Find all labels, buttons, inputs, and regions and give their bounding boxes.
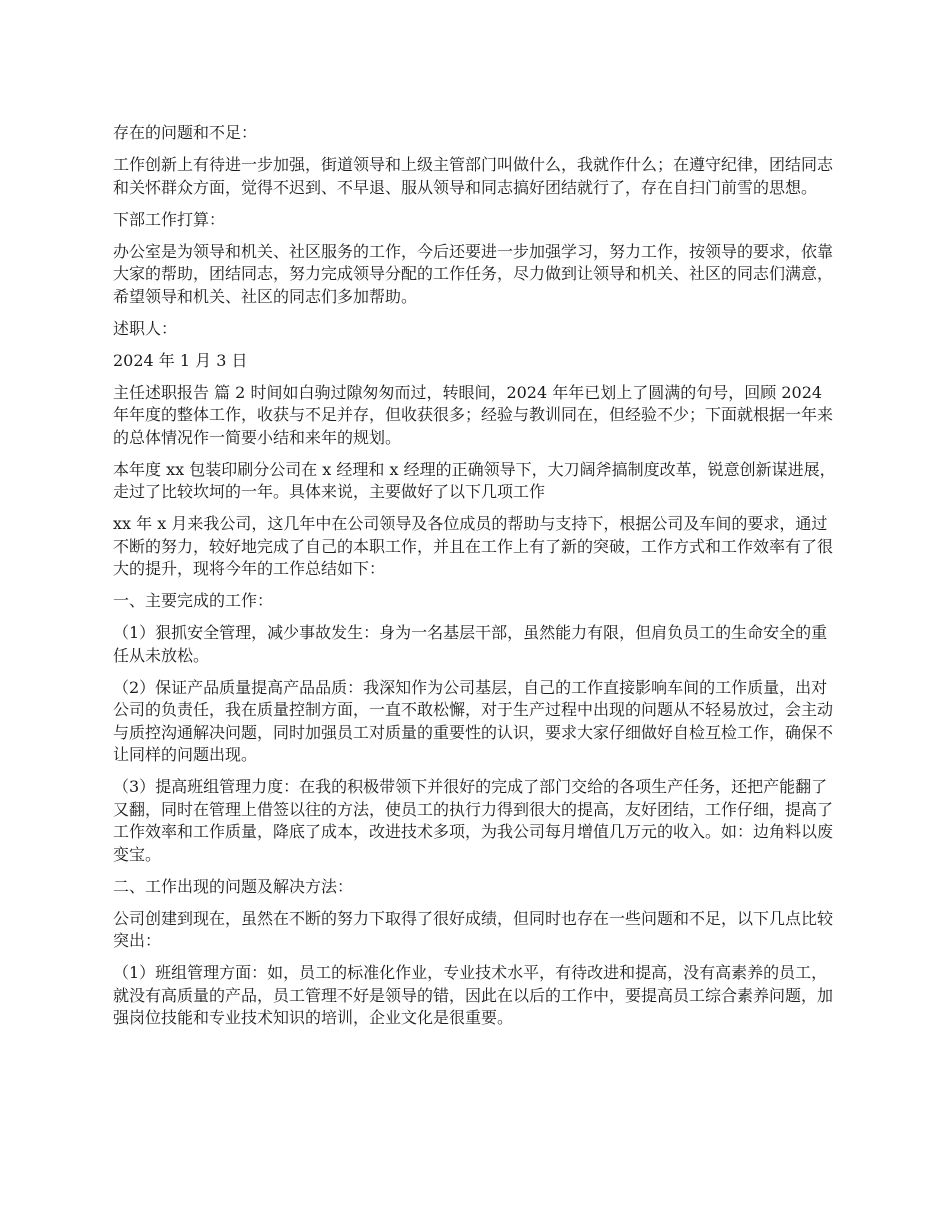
paragraph-plan-heading: 下部工作打算： xyxy=(113,209,226,229)
paragraph-plan-body: 办公室是为领导和机关、社区服务的工作，今后还要进一步加强学习，努力工作，按领导的要求，依靠大家的帮助，团结同志，努力完成领导分配的工作任务，尽力做到让领导和机关、社区的同志们满意，希望领导和机关、社区的同志们多加帮助。 xyxy=(113,241,834,306)
paragraph-problems-intro: 公司创建到现在，虽然在不断的努力下取得了很好成绩，但同时也存在一些问题和不足，以下几点比较突出： xyxy=(113,908,834,950)
paragraph-company-year: 本年度 xx 包装印刷分公司在 x 经理和 x 经理的正确领导下，大刀阔斧搞制度改革，锐意创新谋进展，走过了比较坎坷的一年。具体来说，主要做好了以下几项工作 xyxy=(113,459,836,501)
paragraph-item-safety: （1）狠抓安全管理，减少事故发生：身为一名基层干部，虽然能力有限，但肩负员工的生命安全的重任从未放松。 xyxy=(113,623,828,665)
paragraph-date: 2024 年 1 月 3 日 xyxy=(113,350,248,370)
paragraph-joined-company: xx 年 x 月来我公司，这几年中在公司领导及各位成员的帮助与支持下，根据公司及车间的要求，通过不断的努力，较好地完成了自己的本职工作，并且在工作上有了新的突破，工作方式和工作效率有了很大的提升，现将今年的工作总结如下： xyxy=(113,514,834,578)
paragraph-report2-intro: 主任述职报告 篇 2 时间如白驹过隙匆匆而过，转眼间，2024 年年已划上了圆满的句号，回顾 2024 年年度的整体工作，收获与不足并存，但收获很多；经验与教训同在，但经验不少；下面就根据一年来的总体情况作一简要小结和来年的规划。 xyxy=(113,382,834,447)
document-page xyxy=(113,122,840,1039)
paragraph-issues-heading: 存在的问题和不足： xyxy=(113,123,258,142)
paragraph-section-2-heading: 二、工作出现的问题及解决方法： xyxy=(113,876,354,896)
paragraph-item-team-management: （3）提高班组管理力度：在我的积极带领下并很好的完成了部门交给的各项生产任务，还把产能翻了又翻，同时在管理上借签以往的方法，使员工的执行力得到很大的提高，友好团结，工作仔细，提高了工作效率和工作质量，降底了成本，改进技术多项，为我公司每月增值几万元的收入。如：边角料以废变宝。 xyxy=(113,777,834,864)
paragraph-issues-body: 工作创新上有待进一步加强，街道领导和上级主管部门叫做什么，我就作什么；在遵守纪律，团结同志和关怀群众方面，觉得不迟到、不早退、服从领导和同志搞好团结就行了，存在自扫门前雪的思想。 xyxy=(113,155,834,197)
paragraph-item-quality: （2）保证产品质量提高产品品质：我深知作为公司基层，自己的工作直接影响车间的工作质量，出对公司的负责任，我在质量控制方面，一直不敢松懈，对于生产过程中出现的问题从不轻易放过，会主动与质控沟通解决问题，同时加强员工对质量的重要性的认识，要求大家仔细做好自检互检工作，确保不让同样的问题出现。 xyxy=(113,677,834,764)
paragraph-reporter: 述职人： xyxy=(113,318,178,338)
paragraph-section-1-heading: 一、主要完成的工作： xyxy=(113,591,274,610)
paragraph-problem-team: （1）班组管理方面：如，员工的标准化作业，专业技术水平，有待改进和提高，没有高素养的员工，就没有高质量的产品，员工管理不好是领导的错，因此在以后的工作中，要提高员工综合素养问题，加强岗位技能和专业技术知识的培训，企业文化是很重要。 xyxy=(113,963,834,1027)
